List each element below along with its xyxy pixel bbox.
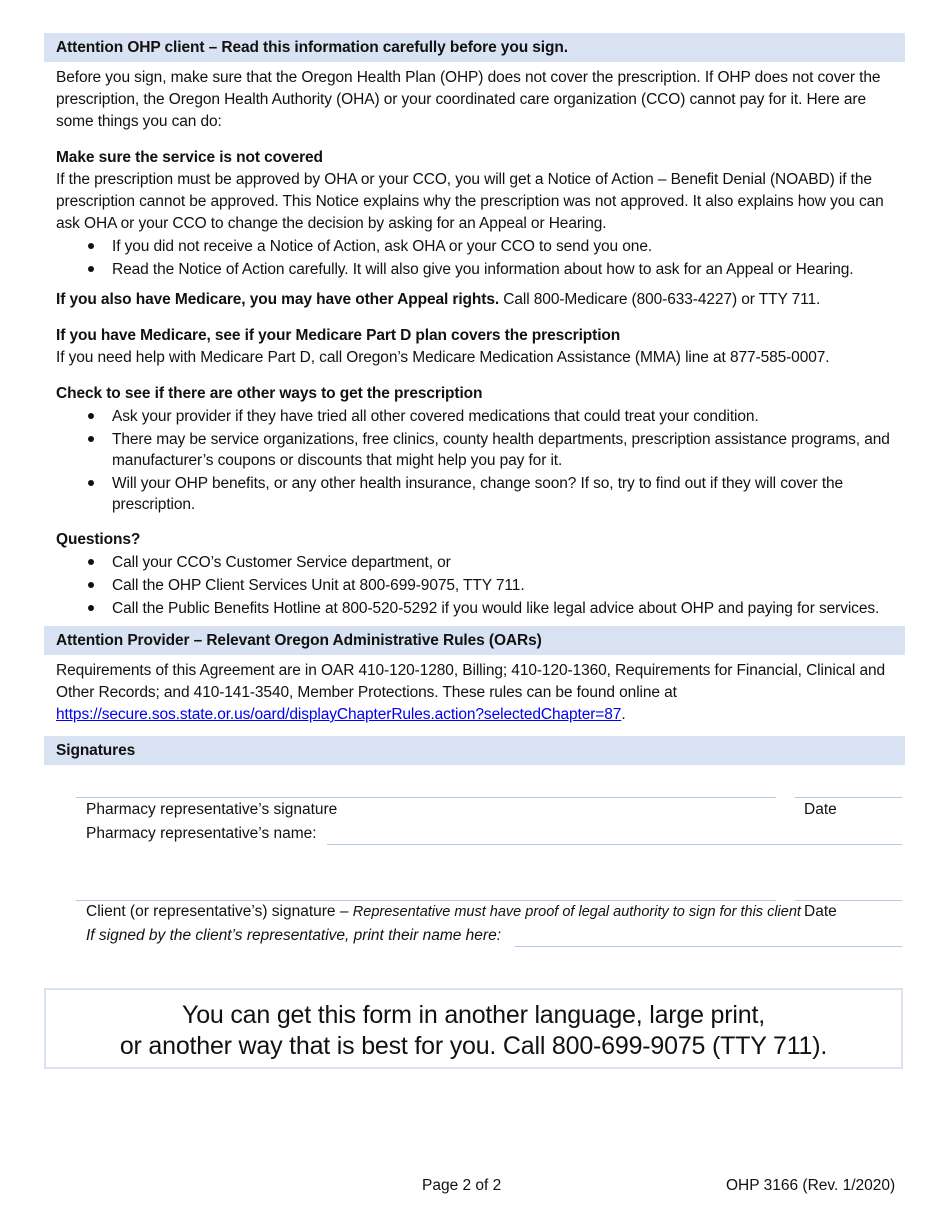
intro-paragraph: Before you sign, make sure that the Oregon Health Plan (OHP) does not cover the prescription. If OHP does not cover the prescription, the Oregon Health Authority (OHA) or your coordinated care organization (CCO) cannot pay for it. Here are some things you can do:: [56, 69, 881, 130]
pharmacy-signature-label: Pharmacy representative’s signature: [86, 801, 338, 818]
page-number: Page 2 of 2: [422, 1177, 502, 1194]
list-item: Read the Notice of Action carefully. It will also give you information about how to ask for an Appeal or Hearing.: [56, 259, 893, 280]
signatures-header: Signatures: [44, 736, 905, 765]
provider-header: Attention Provider – Relevant Oregon Administrative Rules (OARs): [44, 626, 905, 655]
oar-rules-link[interactable]: https://secure.sos.state.or.us/oard/displayChapterRules.action?selectedChapter=87: [56, 706, 622, 723]
list-item: Call the OHP Client Services Unit at 800-699-9075, TTY 711.: [56, 575, 893, 596]
alternate-format-notice: [44, 988, 903, 1069]
list-item: Will your OHP benefits, or any other health insurance, change soon? If so, try to find out if they will cover the prescription.: [56, 473, 893, 515]
client-signature-label: [86, 901, 801, 923]
form-page: [44, 33, 905, 765]
not-covered-body: If the prescription must be approved by OHA or your CCO, you will get a Notice of Action – Benefit Denial (NOABD) if the prescription cannot be approved. This Notice explains why the prescription was not approved. It also explains how you can ask OHA or your CCO to change the decision by asking for an Appeal or Hearing.: [56, 171, 884, 232]
provider-body: [56, 660, 893, 726]
pharmacy-date-line[interactable]: [795, 797, 902, 798]
client-date-label: Date: [804, 903, 837, 920]
notice-line-2: or another way that is best for you. Call 800-699-9075 (TTY 711).: [119, 1032, 828, 1060]
not-covered-heading: Make sure the service is not covered: [56, 149, 323, 166]
form-id: OHP 3166 (Rev. 1/2020): [726, 1177, 896, 1194]
ohp-client-header: Attention OHP client – Read this information carefully before you sign.: [44, 33, 905, 62]
medicare-part-d-heading: If you have Medicare, see if your Medicare Part D plan covers the prescription: [56, 327, 621, 344]
pharmacy-name-line[interactable]: [327, 844, 902, 845]
medicare-part-d-body: If you need help with Medicare Part D, call Oregon’s Medicare Medication Assistance (MMA) line at 877-585-0007.: [56, 349, 830, 366]
provider-body-text: Requirements of this Agreement are in OAR 410-120-1280, Billing; 410-120-1360, Requirements for Financial, Clinical and Other Records; and 410-141-3540, Member Protections. These rules can be found online at: [56, 662, 886, 701]
list-item: Ask your provider if they have tried all other covered medications that could treat your condition.: [56, 406, 893, 427]
provider-content: [44, 660, 905, 726]
list-item: Call your CCO’s Customer Service department, or: [56, 552, 893, 573]
medicare-appeal-bold: If you also have Medicare, you may have other Appeal rights.: [56, 291, 500, 308]
list-item: Call the Public Benefits Hotline at 800-520-5292 if you would like legal advice about OHP and paying for services.: [56, 598, 893, 619]
client-rep-name-label: If signed by the client’s representative, print their name here:: [86, 927, 501, 944]
ohp-client-content: [44, 67, 905, 619]
medicare-appeal-paragraph: [56, 289, 893, 311]
questions-list: [56, 552, 893, 619]
notice-line-1: You can get this form in another language, large print,: [182, 1001, 765, 1029]
client-rep-name-line[interactable]: [515, 946, 902, 947]
other-ways-heading: Check to see if there are other ways to get the prescription: [56, 385, 483, 402]
questions-heading: Questions?: [56, 531, 141, 548]
not-covered-list: [56, 236, 893, 280]
link-suffix: .: [621, 706, 626, 723]
client-signature-note: Representative must have proof of legal authority to sign for this client: [352, 904, 801, 920]
pharmacy-name-label: Pharmacy representative’s name:: [86, 825, 317, 842]
other-ways-list: [56, 406, 893, 515]
medicare-appeal-text: Call 800-Medicare (800-633-4227) or TTY 711.: [499, 291, 821, 308]
list-item: There may be service organizations, free clinics, county health departments, prescription assistance programs, and manufacturer’s coupons or discounts that might help you pay for it.: [56, 429, 893, 471]
client-signature-text: Client (or representative’s) signature –: [86, 903, 353, 920]
pharmacy-signature-line[interactable]: [76, 797, 776, 798]
list-item: If you did not receive a Notice of Action, ask OHA or your CCO to send you one.: [56, 236, 893, 257]
pharmacy-date-label: Date: [804, 801, 837, 818]
